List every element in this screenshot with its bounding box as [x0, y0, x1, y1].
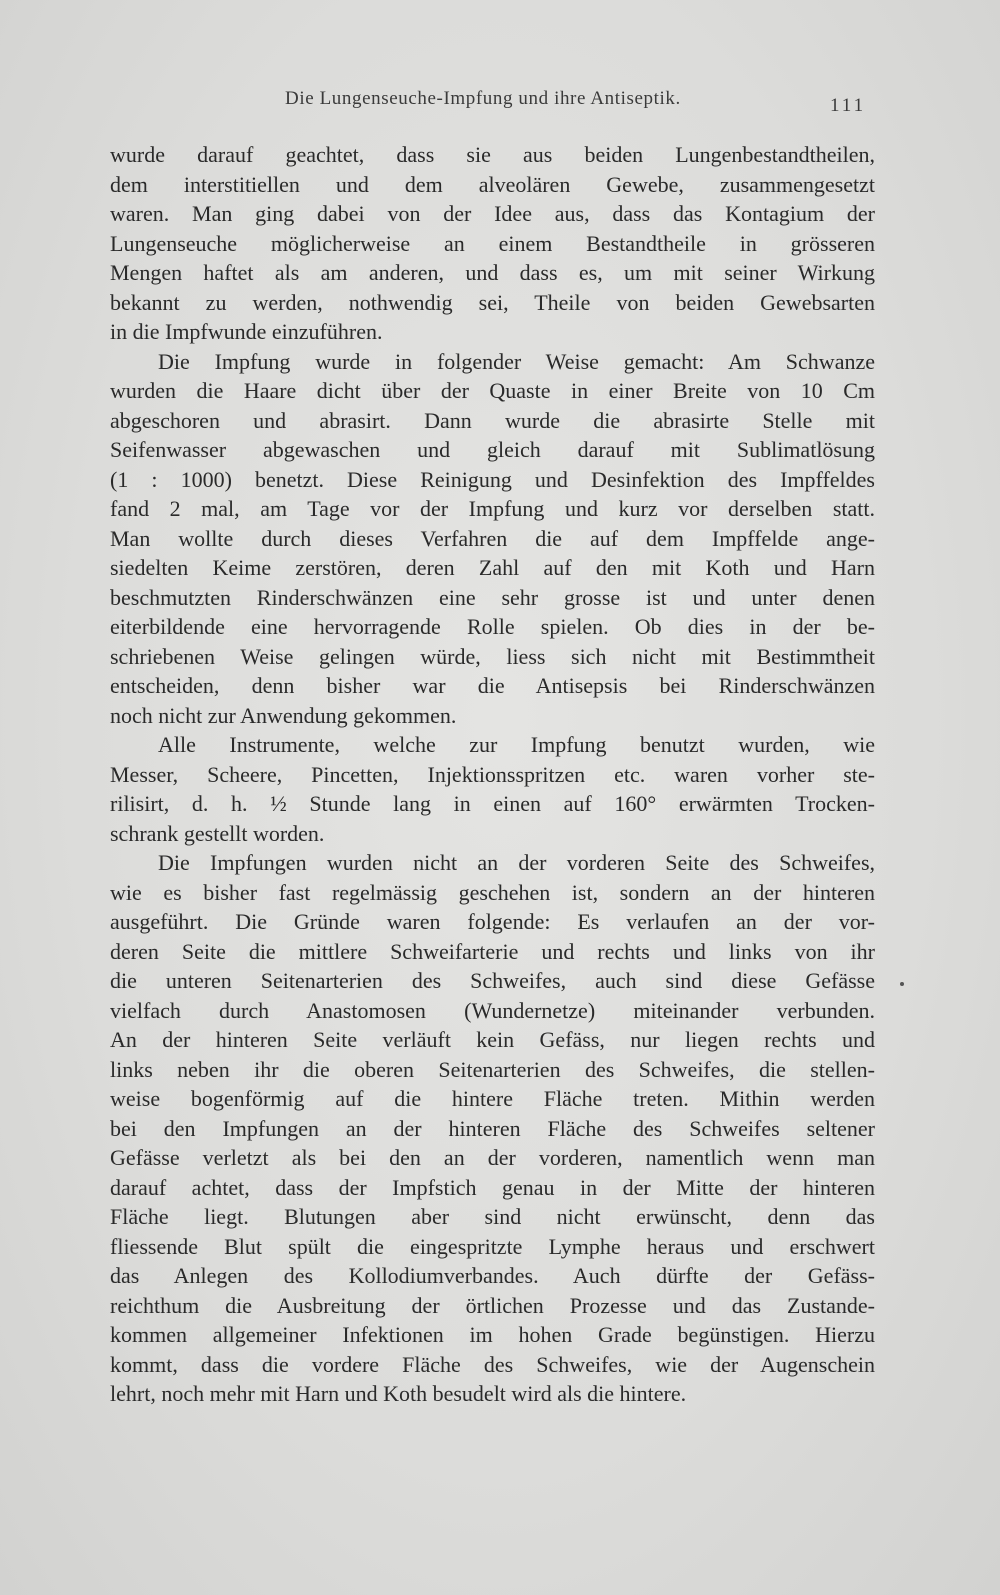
text-line: ausgeführt. Die Gründe waren folgende: Es verlaufen an der vor- — [110, 909, 875, 934]
text-line: lehrt, noch mehr mit Harn und Koth besudelt wird als die hintere. — [110, 1381, 687, 1406]
text-line: Fläche liegt. Blutungen aber sind nicht erwünscht, denn das — [110, 1204, 875, 1229]
text-line: entscheiden, denn bisher war die Antisepsis bei Rinderschwänzen — [110, 673, 875, 698]
text-line: in die Impfwunde einzuführen. — [110, 319, 383, 344]
text-line: links neben ihr die oberen Seitenarterien des Schweifes, die stellen- — [110, 1056, 875, 1082]
text-line: schrank gestellt worden. — [110, 820, 325, 846]
text-line: vielfach durch Anastomosen (Wundernetze) miteinander verbunden. — [110, 997, 875, 1023]
text-line: eiterbildende eine hervorragende Rolle spielen. Ob dies in der be- — [110, 614, 875, 639]
text-line: kommen allgemeiner Infektionen im hohen Grade begünstigen. Hierzu — [110, 1322, 875, 1347]
text-line: Man wollte durch dieses Verfahren die auf dem Impffelde ange- — [110, 525, 875, 551]
text-line: wurde darauf geachtet, dass sie aus beiden Lungenbestandtheilen, — [110, 142, 875, 167]
text-line: Seifenwasser abgewaschen und gleich darauf mit Sublimatlösung — [110, 437, 875, 462]
text-line: reichthum die Ausbreitung der örtlichen Prozesse und das Zustande- — [110, 1292, 875, 1318]
text-line: das Anlegen des Kollodiumverbandes. Auch dürfte der Gefäss- — [110, 1263, 875, 1288]
text-line: wie es bisher fast regelmässig geschehen ist, sondern an der hinteren — [110, 879, 875, 905]
text-line: bekannt zu werden, nothwendig sei, Theile von beiden Gewebsarten — [110, 289, 875, 315]
text-line: beschmutzten Rinderschwänzen eine sehr grosse ist und unter denen — [110, 584, 875, 610]
text-line: Mengen haftet als am anderen, und dass es, um mit seiner Wirkung — [110, 260, 875, 285]
text-line: siedelten Keime zerstören, deren Zahl auf den mit Koth und Harn — [110, 555, 875, 580]
text-line: (1 : 1000) benetzt. Diese Reinigung und Desinfektion des Impffeldes — [110, 466, 875, 492]
paragraph-start-line: Die Impfung wurde in folgender Weise gemacht: Am Schwanze — [158, 348, 875, 374]
text-line: wurden die Haare dicht über der Quaste in einer Breite von 10 Cm — [110, 378, 875, 403]
text-line: waren. Man ging dabei von der Idee aus, dass das Kontagium der — [110, 201, 875, 226]
text-line: Messer, Scheere, Pincetten, Injektionsspritzen etc. waren vorher ste- — [110, 761, 875, 787]
text-line: An der hinteren Seite verläuft kein Gefäss, nur liegen rechts und — [110, 1027, 875, 1052]
text-line: kommt, dass die vordere Fläche des Schweifes, wie der Augenschein — [110, 1351, 875, 1377]
paragraph-start-line: Die Impfungen wurden nicht an der vorderen Seite des Schweifes, — [158, 850, 875, 875]
margin-speck — [900, 982, 904, 986]
text-line: noch nicht zur Anwendung gekommen. — [110, 702, 457, 728]
text-line: bei den Impfungen an der hinteren Fläche des Schweifes seltener — [110, 1115, 875, 1141]
running-title: Die Lungenseuche-Impfung und ihre Antiseptik. — [285, 88, 681, 109]
text-line: weise bogenförmig auf die hintere Fläche treten. Mithin werden — [110, 1086, 875, 1111]
text-line: rilisirt, d. h. ½ Stunde lang in einen auf 160° erwärmten Trocken- — [110, 791, 875, 816]
text-line: Gefässe verletzt als bei den an der vorderen, namentlich wenn man — [110, 1145, 875, 1170]
text-line: fliessende Blut spült die eingespritzte Lymphe heraus und erschwert — [110, 1233, 875, 1259]
text-line: dem interstitiellen und dem alveolären Gewebe, zusammengesetzt — [110, 171, 875, 197]
text-line: fand 2 mal, am Tage vor der Impfung und kurz vor derselben statt. — [110, 496, 875, 521]
paragraph-start-line: Alle Instrumente, welche zur Impfung benutzt wurden, wie — [158, 732, 875, 757]
text-line: die unteren Seitenarterien des Schweifes, auch sind diese Gefässe — [110, 968, 875, 993]
text-line: darauf achtet, dass der Impfstich genau in der Mitte der hinteren — [110, 1174, 875, 1200]
page-number: 111 — [830, 95, 867, 116]
text-line: deren Seite die mittlere Schweifarterie und rechts und links von ihr — [110, 938, 875, 964]
text-line: schriebenen Weise gelingen würde, liess sich nicht mit Bestimmtheit — [110, 643, 875, 669]
text-line: abgeschoren und abrasirt. Dann wurde die abrasirte Stelle mit — [110, 407, 875, 433]
body-text — [110, 140, 875, 1409]
text-line: Lungenseuche möglicherweise an einem Bestandtheile in grösseren — [110, 230, 875, 256]
